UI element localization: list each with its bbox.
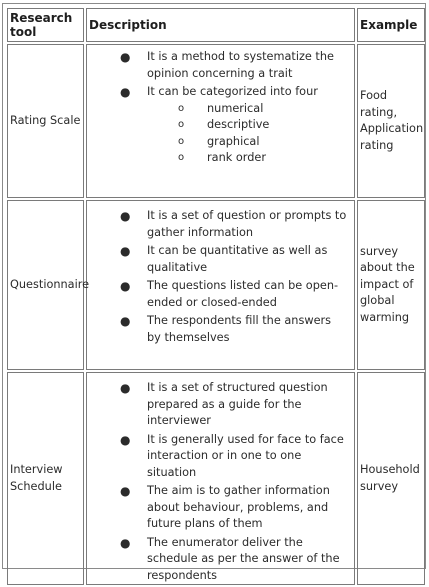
bullet-item: ● It is a set of question or prompts to gather information [120,209,347,239]
bullet-icon: ● [120,381,131,395]
tool-name: Questionnaire [7,200,84,370]
sub-item: o graphical [147,134,348,151]
bullet-icon: ● [120,244,131,258]
bullet-item: ● The aim is to gather information about behaviour, problems, and future plans of them [120,484,330,530]
sub-item: o descriptive [147,117,348,134]
bullet-icon: ● [120,314,131,328]
table-row [7,372,425,585]
example-cell: Household survey [357,372,425,585]
header-row [7,8,425,42]
bullet-item: ● It is generally used for face to face interaction or in one to one situation [120,432,344,479]
example-cell: Food rating, Application rating [357,44,425,198]
example-cell: survey about the impact of global warming [357,200,425,370]
circle-icon: o [178,152,185,163]
bullet-item: ● It can be quantitative as well as qualitative [120,244,328,274]
bullet-item: ● The respondents fill the answers by themselves [120,314,332,344]
sub-item: o numerical [147,101,348,118]
sub-item: o rank order [147,150,348,167]
bullet-icon: ● [120,432,131,447]
table-row [7,44,425,198]
research-tools-table [5,6,427,587]
bullet-icon: ● [120,85,131,99]
bullet-icon: ● [120,50,131,64]
table-row [7,200,425,370]
bullet-item: ● It is a method to systematize the opinion concerning a trait [120,50,334,80]
description-cell [86,44,355,198]
bullet-icon: ● [120,209,131,223]
bullet-icon: ● [120,279,131,293]
header-description: Description [86,8,355,42]
circle-icon: o [178,119,185,130]
bullet-item: ● It is a set of structured question prepared as a guide for the interviewer [120,381,328,427]
bullet-icon: ● [120,484,131,498]
description-cell [86,372,355,585]
tool-name: Interview Schedule [7,372,84,585]
circle-icon: o [178,135,185,147]
tool-name: Rating Scale [7,44,84,198]
bullet-icon: ● [120,535,131,550]
circle-icon: o [178,102,185,114]
description-cell [86,200,355,370]
bullet-item: ● The questions listed can be open-ended or closed-ended [120,279,339,309]
bullet-item: ● It can be categorized into four o numerical o descriptive o graphical o rank order [87,84,354,167]
header-example: Example [357,8,425,42]
header-research-tool: Research tool [7,8,84,42]
bullet-item: ● The enumerator deliver the schedule as per the answer of the respondents [120,535,340,582]
